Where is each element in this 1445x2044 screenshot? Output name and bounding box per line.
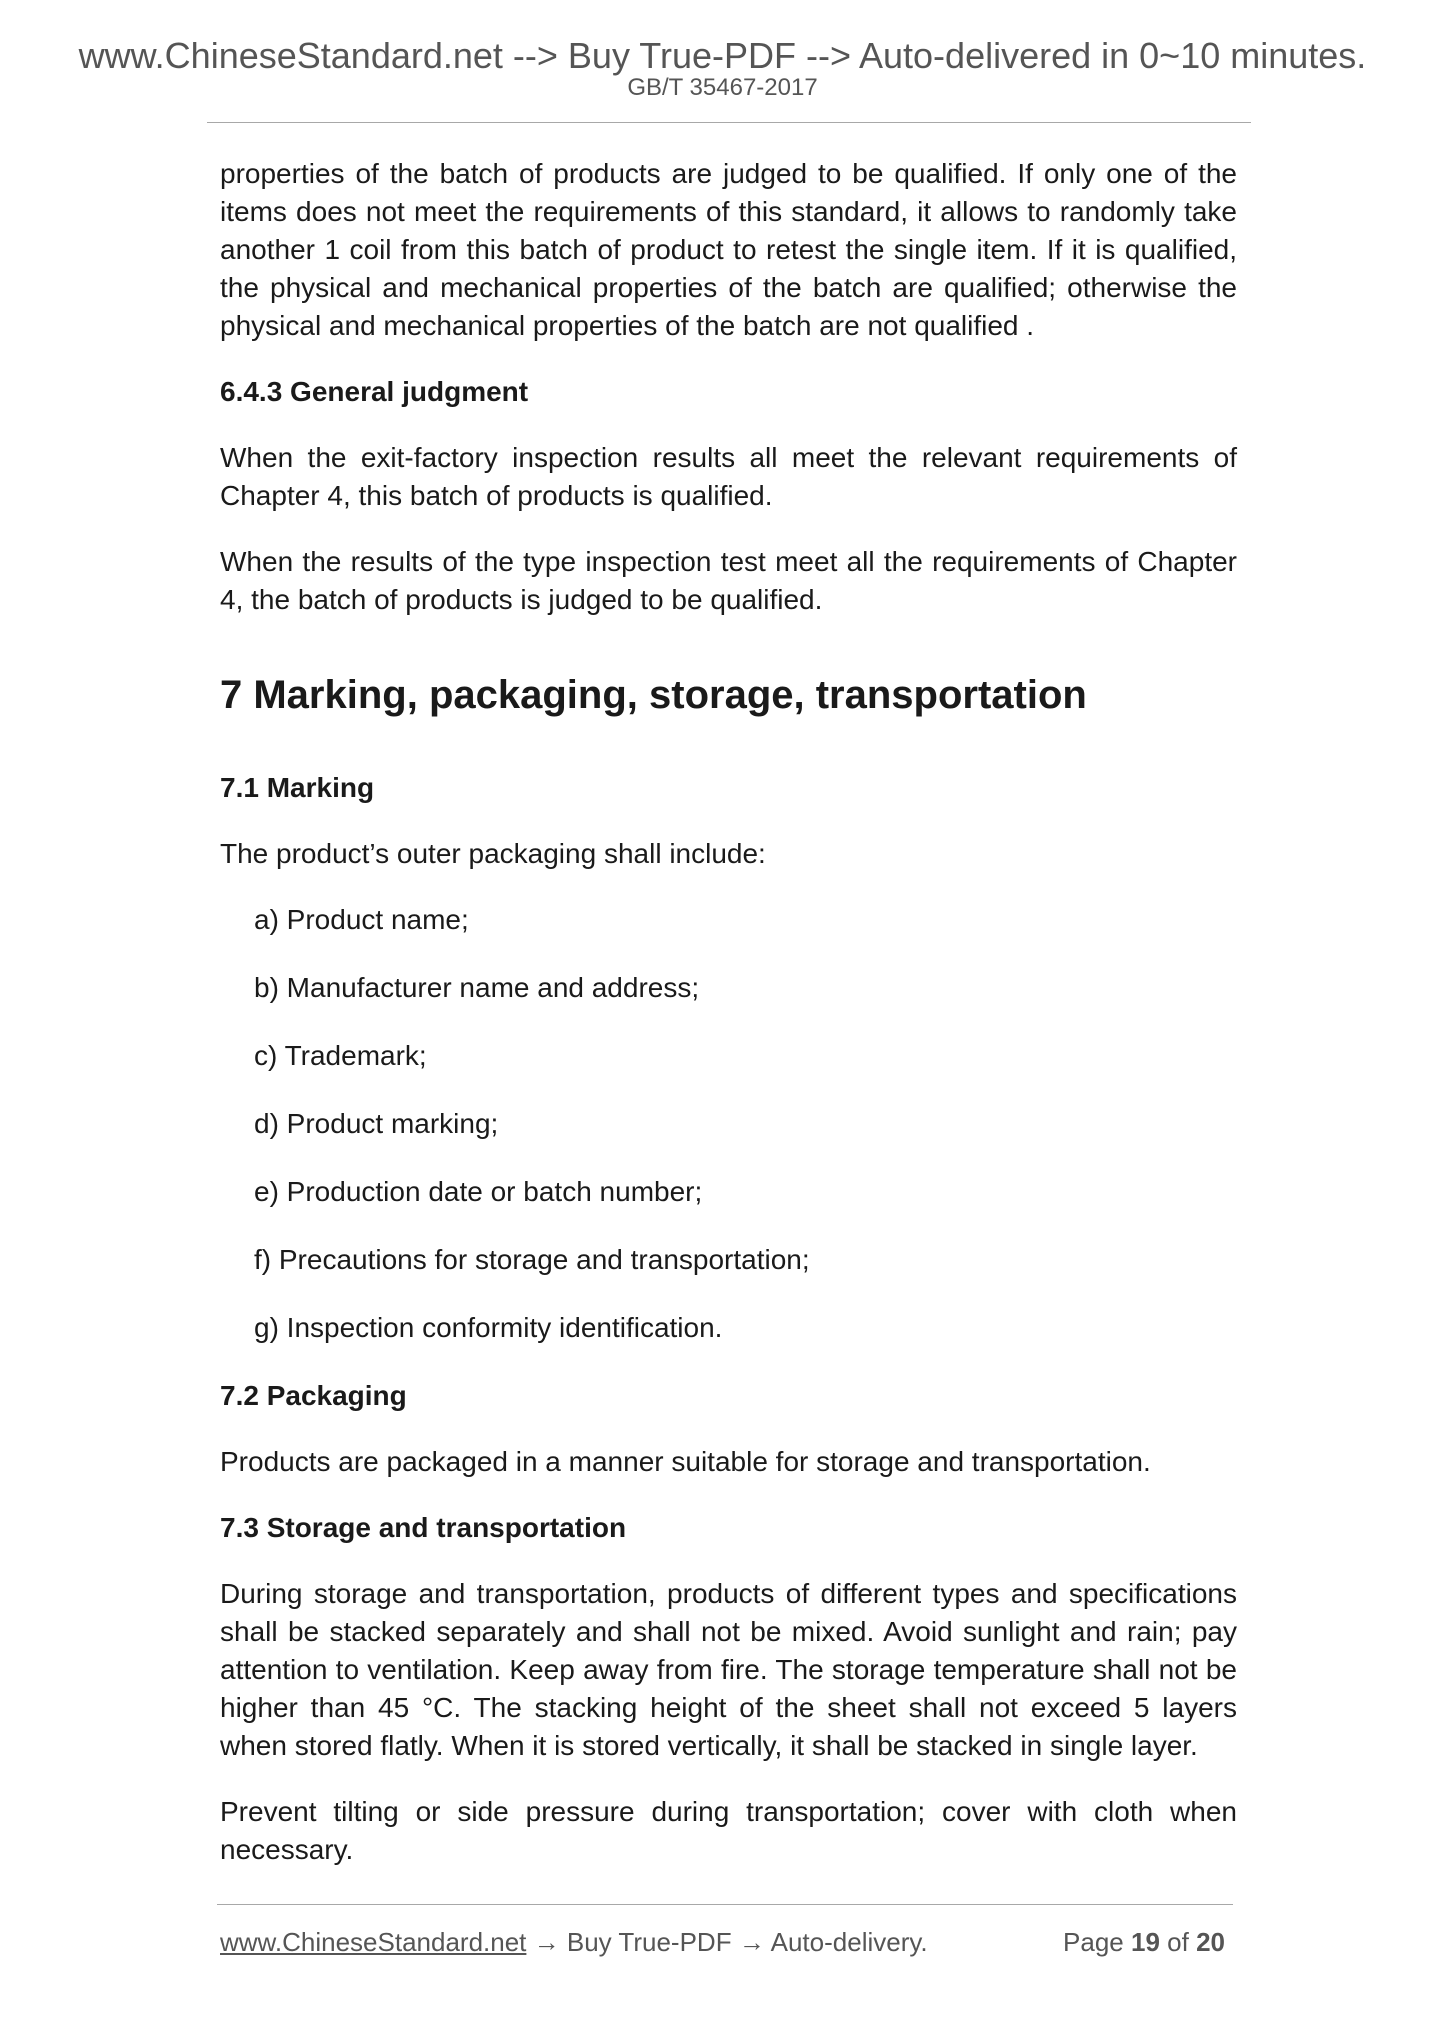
arrow-icon: → bbox=[533, 1927, 560, 1957]
paragraph-7-2: Products are packaged in a manner suitable for storage and transportation. bbox=[220, 1446, 1151, 1477]
list-item: a) Product name; bbox=[254, 904, 469, 935]
page-number: 19 bbox=[1131, 1927, 1160, 1957]
paragraph-7-3-2: Prevent tilting or side pressure during transportation; cover with cloth when necessary. bbox=[220, 1796, 1237, 1865]
list-item: c) Trademark; bbox=[254, 1040, 427, 1071]
page-indicator bbox=[1063, 1925, 1225, 1959]
list-item: e) Production date or batch number; bbox=[254, 1176, 703, 1207]
footer-site-link[interactable]: www.ChineseStandard.net bbox=[220, 1927, 527, 1957]
heading-7-1: 7.1 Marking bbox=[220, 772, 375, 803]
page-footer bbox=[220, 1925, 1237, 1959]
paragraph-6-4-3-1: When the exit-factory inspection results all meet the relevant requirements of Chapter 4, this batch of products is qualified. bbox=[220, 442, 1237, 511]
paragraph-continuation: properties of the batch of products are judged to be qualified. If only one of the items does not meet the requirements of this standard, it allows to randomly take another 1 coil from this batch of product to retest the single item. If it is qualified, the physical and mechanical properties of the batch are qualified; otherwise the physical and mechanical properties of the batch are not qualified . bbox=[220, 158, 1237, 341]
heading-7-2: 7.2 Packaging bbox=[220, 1380, 407, 1411]
of-label: of bbox=[1167, 1927, 1189, 1957]
footer-divider bbox=[217, 1904, 1233, 1905]
list-item: b) Manufacturer name and address; bbox=[254, 972, 700, 1003]
heading-7-3: 7.3 Storage and transportation bbox=[220, 1512, 627, 1543]
paragraph-7-3-1: During storage and transportation, products of different types and specifications shall be stacked separately and shall not be mixed. Avoid sunlight and rain; pay attention to ventilation. Keep away from fire. The storage temperature shall not be higher than 45 °C. The stacking height of the sheet shall not exceed 5 layers when stored flatly. When it is stored vertically, it shall be stacked in single layer. bbox=[220, 1578, 1237, 1761]
list-item: d) Product marking; bbox=[254, 1108, 499, 1139]
standard-code: GB/T 35467-2017 bbox=[627, 74, 818, 101]
arrow-icon: → bbox=[738, 1927, 765, 1957]
page-label: Page bbox=[1063, 1927, 1124, 1957]
list-item: g) Inspection conformity identification. bbox=[254, 1312, 723, 1343]
footer-buy-text: Buy True-PDF bbox=[566, 1927, 732, 1957]
heading-6-4-3: 6.4.3 General judgment bbox=[220, 376, 529, 407]
paragraph-7-1-intro: The product’s outer packaging shall include: bbox=[220, 838, 766, 869]
footer-auto-text: Auto-delivery. bbox=[770, 1927, 928, 1957]
heading-7: 7 Marking, packaging, storage, transportation bbox=[220, 673, 1087, 717]
header-banner: www.ChineseStandard.net --> Buy True-PDF --> Auto-delivered in 0~10 minutes. bbox=[78, 35, 1367, 76]
header-divider bbox=[207, 122, 1251, 123]
list-item: f) Precautions for storage and transportation; bbox=[254, 1244, 810, 1275]
page-total: 20 bbox=[1196, 1927, 1225, 1957]
page-content bbox=[220, 155, 1237, 1897]
paragraph-6-4-3-2: When the results of the type inspection test meet all the requirements of Chapter 4, the batch of products is judged to be qualified. bbox=[220, 546, 1237, 615]
